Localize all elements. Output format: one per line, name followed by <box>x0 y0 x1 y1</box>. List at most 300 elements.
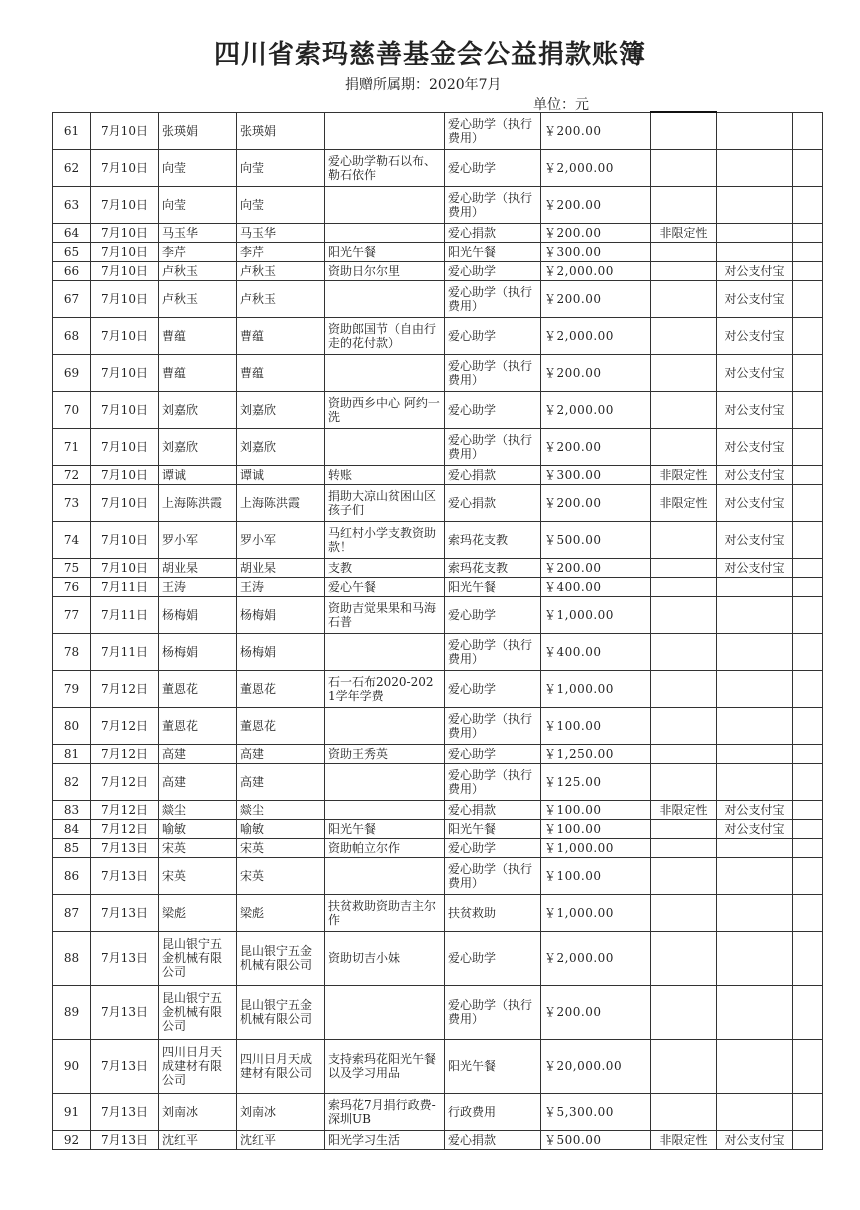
donor-name: 沈红平 <box>159 1130 237 1149</box>
donation-note: 索玛花7月捐行政费-深圳UB <box>325 1093 445 1130</box>
ledger-row <box>53 857 823 894</box>
donation-amount: ￥200.00 <box>541 558 651 577</box>
ledger-row <box>53 223 823 242</box>
donor-name: 罗小军 <box>159 521 237 558</box>
restriction-type <box>651 261 717 280</box>
project-name: 爱心助学 <box>445 317 541 354</box>
extra-column <box>793 819 823 838</box>
extra-column <box>793 985 823 1039</box>
donation-note <box>325 354 445 391</box>
ledger-row <box>53 558 823 577</box>
project-name: 爱心助学 <box>445 149 541 186</box>
donation-note: 马红村小学支教资助款！ <box>325 521 445 558</box>
donor-name: 燚尘 <box>159 800 237 819</box>
account-name: 刘嘉欣 <box>237 428 325 465</box>
project-name: 爱心助学 <box>445 670 541 707</box>
ledger-row <box>53 819 823 838</box>
row-number: 79 <box>53 670 91 707</box>
row-number: 76 <box>53 577 91 596</box>
extra-column <box>793 558 823 577</box>
payment-method <box>717 763 793 800</box>
donation-amount: ￥300.00 <box>541 242 651 261</box>
donor-name: 胡业杲 <box>159 558 237 577</box>
extra-column <box>793 931 823 985</box>
restriction-type <box>651 763 717 800</box>
donation-date: 7月10日 <box>91 484 159 521</box>
donor-name: 董恩花 <box>159 707 237 744</box>
row-number: 63 <box>53 186 91 223</box>
donation-date: 7月10日 <box>91 428 159 465</box>
donation-date: 7月10日 <box>91 261 159 280</box>
row-number: 70 <box>53 391 91 428</box>
project-name: 爱心助学（执行费用） <box>445 763 541 800</box>
project-name: 爱心捐款 <box>445 1130 541 1149</box>
donation-note: 阳光午餐 <box>325 242 445 261</box>
donation-note: 资助日尔尔里 <box>325 261 445 280</box>
payment-method <box>717 1093 793 1130</box>
project-name: 爱心助学（执行费用） <box>445 112 541 149</box>
donation-date: 7月11日 <box>91 577 159 596</box>
account-name: 梁彪 <box>237 894 325 931</box>
restriction-type <box>651 838 717 857</box>
account-name: 谭诚 <box>237 465 325 484</box>
donor-name: 卢秋玉 <box>159 280 237 317</box>
payment-method <box>717 577 793 596</box>
donation-date: 7月10日 <box>91 242 159 261</box>
donor-name: 梁彪 <box>159 894 237 931</box>
donation-note <box>325 428 445 465</box>
ledger-row <box>53 894 823 931</box>
donation-date: 7月13日 <box>91 985 159 1039</box>
account-name: 罗小军 <box>237 521 325 558</box>
project-name: 爱心助学（执行费用） <box>445 280 541 317</box>
ledger-row <box>53 521 823 558</box>
donation-note <box>325 186 445 223</box>
restriction-type: 非限定性 <box>651 223 717 242</box>
donation-date: 7月10日 <box>91 317 159 354</box>
donation-date: 7月10日 <box>91 391 159 428</box>
payment-method: 对公支付宝 <box>717 354 793 391</box>
row-number: 65 <box>53 242 91 261</box>
account-name: 卢秋玉 <box>237 280 325 317</box>
donation-note: 扶贫救助资助吉主尔作 <box>325 894 445 931</box>
restriction-type <box>651 744 717 763</box>
donation-amount: ￥200.00 <box>541 484 651 521</box>
payment-method <box>717 149 793 186</box>
donation-note: 资助西乡中心 阿约一洗 <box>325 391 445 428</box>
ledger-row <box>53 1093 823 1130</box>
donation-amount: ￥1,000.00 <box>541 596 651 633</box>
ledger-row <box>53 484 823 521</box>
payment-method <box>717 186 793 223</box>
account-name: 胡业杲 <box>237 558 325 577</box>
donation-note: 资助帕立尔作 <box>325 838 445 857</box>
donor-name: 刘南冰 <box>159 1093 237 1130</box>
ledger-row <box>53 391 823 428</box>
restriction-type <box>651 596 717 633</box>
row-number: 68 <box>53 317 91 354</box>
donor-name: 曹蕴 <box>159 354 237 391</box>
extra-column <box>793 112 823 149</box>
restriction-type <box>651 931 717 985</box>
donation-amount: ￥1,000.00 <box>541 670 651 707</box>
donation-note: 阳光学习生活 <box>325 1130 445 1149</box>
donation-date: 7月10日 <box>91 354 159 391</box>
donor-name: 马玉华 <box>159 223 237 242</box>
extra-column <box>793 280 823 317</box>
extra-column <box>793 465 823 484</box>
donation-date: 7月10日 <box>91 521 159 558</box>
donor-name: 宋英 <box>159 838 237 857</box>
account-name: 刘南冰 <box>237 1093 325 1130</box>
restriction-type <box>651 521 717 558</box>
account-name: 喻敏 <box>237 819 325 838</box>
account-name: 高建 <box>237 744 325 763</box>
project-name: 爱心助学 <box>445 391 541 428</box>
restriction-type <box>651 428 717 465</box>
extra-column <box>793 521 823 558</box>
project-name: 爱心助学（执行费用） <box>445 707 541 744</box>
extra-column <box>793 1039 823 1093</box>
payment-method <box>717 223 793 242</box>
row-number: 92 <box>53 1130 91 1149</box>
row-number: 75 <box>53 558 91 577</box>
restriction-type: 非限定性 <box>651 465 717 484</box>
account-name: 曹蕴 <box>237 354 325 391</box>
donation-amount: ￥100.00 <box>541 857 651 894</box>
payment-method <box>717 1039 793 1093</box>
donation-amount: ￥100.00 <box>541 707 651 744</box>
donor-name: 高建 <box>159 763 237 800</box>
project-name: 爱心助学 <box>445 261 541 280</box>
donation-amount: ￥200.00 <box>541 186 651 223</box>
extra-column <box>793 838 823 857</box>
payment-method: 对公支付宝 <box>717 391 793 428</box>
restriction-type <box>651 670 717 707</box>
restriction-type <box>651 985 717 1039</box>
payment-method: 对公支付宝 <box>717 317 793 354</box>
donation-note <box>325 112 445 149</box>
donation-period: 捐赠所属期：2020年7月 <box>345 77 502 93</box>
donation-note: 资助吉觉果果和马海石普 <box>325 596 445 633</box>
extra-column <box>793 428 823 465</box>
extra-column <box>793 242 823 261</box>
row-number: 85 <box>53 838 91 857</box>
payment-method <box>717 596 793 633</box>
project-name: 爱心助学 <box>445 744 541 763</box>
account-name: 沈红平 <box>237 1130 325 1149</box>
donation-note: 支持索玛花阳光午餐以及学习用品 <box>325 1039 445 1093</box>
row-number: 83 <box>53 800 91 819</box>
donation-amount: ￥125.00 <box>541 763 651 800</box>
payment-method: 对公支付宝 <box>717 800 793 819</box>
donation-amount: ￥100.00 <box>541 819 651 838</box>
donation-amount: ￥5,300.00 <box>541 1093 651 1130</box>
donor-name: 喻敏 <box>159 819 237 838</box>
extra-column <box>793 223 823 242</box>
donation-note: 转账 <box>325 465 445 484</box>
project-name: 爱心助学 <box>445 596 541 633</box>
donation-date: 7月10日 <box>91 186 159 223</box>
donation-note <box>325 633 445 670</box>
account-name: 燚尘 <box>237 800 325 819</box>
account-name: 杨梅娟 <box>237 596 325 633</box>
account-name: 董恩花 <box>237 670 325 707</box>
row-number: 81 <box>53 744 91 763</box>
extra-column <box>793 484 823 521</box>
project-name: 阳光午餐 <box>445 577 541 596</box>
ledger-row <box>53 186 823 223</box>
project-name: 爱心助学 <box>445 931 541 985</box>
donation-date: 7月10日 <box>91 112 159 149</box>
row-number: 61 <box>53 112 91 149</box>
donation-date: 7月13日 <box>91 894 159 931</box>
payment-method <box>717 857 793 894</box>
extra-column <box>793 261 823 280</box>
payment-method: 对公支付宝 <box>717 484 793 521</box>
donation-amount: ￥2,000.00 <box>541 391 651 428</box>
payment-method: 对公支付宝 <box>717 1130 793 1149</box>
extra-column <box>793 1093 823 1130</box>
donation-date: 7月11日 <box>91 596 159 633</box>
donation-note: 阳光午餐 <box>325 819 445 838</box>
donation-date: 7月12日 <box>91 744 159 763</box>
donor-name: 昆山银宁五金机械有限公司 <box>159 931 237 985</box>
account-name: 上海陈洪霞 <box>237 484 325 521</box>
donation-note <box>325 857 445 894</box>
account-name: 张瑛娟 <box>237 112 325 149</box>
donation-amount: ￥200.00 <box>541 985 651 1039</box>
project-name: 爱心捐款 <box>445 800 541 819</box>
donation-date: 7月12日 <box>91 707 159 744</box>
donation-amount: ￥500.00 <box>541 521 651 558</box>
payment-method: 对公支付宝 <box>717 521 793 558</box>
donation-amount: ￥500.00 <box>541 1130 651 1149</box>
ledger-body <box>53 112 823 1149</box>
donation-date: 7月13日 <box>91 931 159 985</box>
donation-amount: ￥400.00 <box>541 577 651 596</box>
payment-method <box>717 242 793 261</box>
extra-column <box>793 857 823 894</box>
donation-date: 7月12日 <box>91 670 159 707</box>
row-number: 91 <box>53 1093 91 1130</box>
extra-column <box>793 670 823 707</box>
donation-note <box>325 800 445 819</box>
account-name: 卢秋玉 <box>237 261 325 280</box>
ledger-row <box>53 985 823 1039</box>
payment-method <box>717 894 793 931</box>
account-name: 马玉华 <box>237 223 325 242</box>
donation-note <box>325 763 445 800</box>
restriction-type <box>651 186 717 223</box>
donor-name: 向莹 <box>159 186 237 223</box>
account-name: 李芹 <box>237 242 325 261</box>
payment-method <box>717 985 793 1039</box>
account-name: 四川日月天成建材有限公司 <box>237 1039 325 1093</box>
payment-method <box>717 838 793 857</box>
ledger-title: 四川省索玛慈善基金会公益捐款账簿 <box>213 40 646 70</box>
extra-column <box>793 1130 823 1149</box>
donation-note: 支教 <box>325 558 445 577</box>
payment-method <box>717 670 793 707</box>
donation-amount: ￥1,250.00 <box>541 744 651 763</box>
donation-amount: ￥2,000.00 <box>541 931 651 985</box>
donation-note: 爱心午餐 <box>325 577 445 596</box>
row-number: 82 <box>53 763 91 800</box>
donation-amount: ￥200.00 <box>541 280 651 317</box>
payment-method <box>717 744 793 763</box>
donor-name: 王涛 <box>159 577 237 596</box>
ledger-row <box>53 931 823 985</box>
row-number: 69 <box>53 354 91 391</box>
restriction-type <box>651 894 717 931</box>
donation-date: 7月12日 <box>91 819 159 838</box>
project-name: 爱心助学（执行费用） <box>445 354 541 391</box>
extra-column <box>793 707 823 744</box>
account-name: 宋英 <box>237 857 325 894</box>
row-number: 62 <box>53 149 91 186</box>
restriction-type <box>651 280 717 317</box>
ledger-row <box>53 800 823 819</box>
account-name: 杨梅娟 <box>237 633 325 670</box>
restriction-type <box>651 317 717 354</box>
account-name: 刘嘉欣 <box>237 391 325 428</box>
row-number: 64 <box>53 223 91 242</box>
donor-name: 刘嘉欣 <box>159 428 237 465</box>
payment-method <box>717 931 793 985</box>
extra-column <box>793 354 823 391</box>
donation-amount: ￥2,000.00 <box>541 261 651 280</box>
currency-unit: 单位：元 <box>533 97 589 113</box>
donation-date: 7月13日 <box>91 1039 159 1093</box>
ledger-row <box>53 744 823 763</box>
donation-note: 爱心助学勒石以布、勒石依作 <box>325 149 445 186</box>
restriction-type: 非限定性 <box>651 800 717 819</box>
donation-date: 7月13日 <box>91 857 159 894</box>
payment-method: 对公支付宝 <box>717 558 793 577</box>
ledger-row <box>53 261 823 280</box>
donation-note: 资助切吉小妹 <box>325 931 445 985</box>
donor-name: 谭诚 <box>159 465 237 484</box>
donor-name: 昆山银宁五金机械有限公司 <box>159 985 237 1039</box>
restriction-type: 非限定性 <box>651 1130 717 1149</box>
project-name: 爱心助学 <box>445 838 541 857</box>
project-name: 爱心助学（执行费用） <box>445 428 541 465</box>
restriction-type <box>651 112 717 149</box>
project-name: 阳光午餐 <box>445 1039 541 1093</box>
row-number: 73 <box>53 484 91 521</box>
donor-name: 卢秋玉 <box>159 261 237 280</box>
donor-name: 李芹 <box>159 242 237 261</box>
restriction-type <box>651 577 717 596</box>
payment-method: 对公支付宝 <box>717 428 793 465</box>
ledger-row <box>53 633 823 670</box>
restriction-type: 非限定性 <box>651 484 717 521</box>
payment-method: 对公支付宝 <box>717 465 793 484</box>
row-number: 78 <box>53 633 91 670</box>
project-name: 索玛花支教 <box>445 521 541 558</box>
donation-date: 7月13日 <box>91 1093 159 1130</box>
restriction-type <box>651 857 717 894</box>
donation-date: 7月10日 <box>91 149 159 186</box>
project-name: 爱心捐款 <box>445 484 541 521</box>
extra-column <box>793 186 823 223</box>
ledger-row <box>53 670 823 707</box>
restriction-type <box>651 1093 717 1130</box>
extra-column <box>793 763 823 800</box>
donor-name: 张瑛娟 <box>159 112 237 149</box>
account-name: 宋英 <box>237 838 325 857</box>
project-name: 爱心助学（执行费用） <box>445 985 541 1039</box>
ledger-row <box>53 763 823 800</box>
ledger-row <box>53 428 823 465</box>
restriction-type <box>651 558 717 577</box>
ledger-row <box>53 280 823 317</box>
row-number: 87 <box>53 894 91 931</box>
donation-note: 捐助大凉山贫困山区孩子们 <box>325 484 445 521</box>
donor-name: 杨梅娟 <box>159 633 237 670</box>
donation-amount: ￥100.00 <box>541 800 651 819</box>
account-name: 昆山银宁五金机械有限公司 <box>237 985 325 1039</box>
project-name: 爱心捐款 <box>445 465 541 484</box>
donation-ledger-table <box>52 111 823 1150</box>
restriction-type <box>651 242 717 261</box>
row-number: 77 <box>53 596 91 633</box>
donation-note <box>325 223 445 242</box>
account-name: 董恩花 <box>237 707 325 744</box>
donation-amount: ￥1,000.00 <box>541 894 651 931</box>
ledger-row <box>53 707 823 744</box>
extra-column <box>793 633 823 670</box>
ledger-row <box>53 149 823 186</box>
extra-column <box>793 149 823 186</box>
row-number: 71 <box>53 428 91 465</box>
row-number: 86 <box>53 857 91 894</box>
row-number: 89 <box>53 985 91 1039</box>
donor-name: 四川日月天成建材有限公司 <box>159 1039 237 1093</box>
donor-name: 刘嘉欣 <box>159 391 237 428</box>
project-name: 阳光午餐 <box>445 819 541 838</box>
ledger-row <box>53 1039 823 1093</box>
row-number: 88 <box>53 931 91 985</box>
account-name: 昆山银宁五金机械有限公司 <box>237 931 325 985</box>
restriction-type <box>651 819 717 838</box>
payment-method: 对公支付宝 <box>717 261 793 280</box>
project-name: 阳光午餐 <box>445 242 541 261</box>
extra-column <box>793 894 823 931</box>
extra-column <box>793 596 823 633</box>
payment-method <box>717 707 793 744</box>
ledger-row <box>53 596 823 633</box>
project-name: 爱心助学（执行费用） <box>445 633 541 670</box>
donation-note <box>325 985 445 1039</box>
account-name: 向莹 <box>237 149 325 186</box>
ledger-row <box>53 354 823 391</box>
donation-date: 7月10日 <box>91 280 159 317</box>
row-number: 74 <box>53 521 91 558</box>
donation-amount: ￥20,000.00 <box>541 1039 651 1093</box>
donation-date: 7月11日 <box>91 633 159 670</box>
payment-method <box>717 633 793 670</box>
donation-amount: ￥2,000.00 <box>541 317 651 354</box>
project-name: 爱心捐款 <box>445 223 541 242</box>
row-number: 90 <box>53 1039 91 1093</box>
donation-amount: ￥200.00 <box>541 223 651 242</box>
account-name: 向莹 <box>237 186 325 223</box>
donation-note: 石一石布2020-2021学年学费 <box>325 670 445 707</box>
restriction-type <box>651 149 717 186</box>
row-number: 67 <box>53 280 91 317</box>
